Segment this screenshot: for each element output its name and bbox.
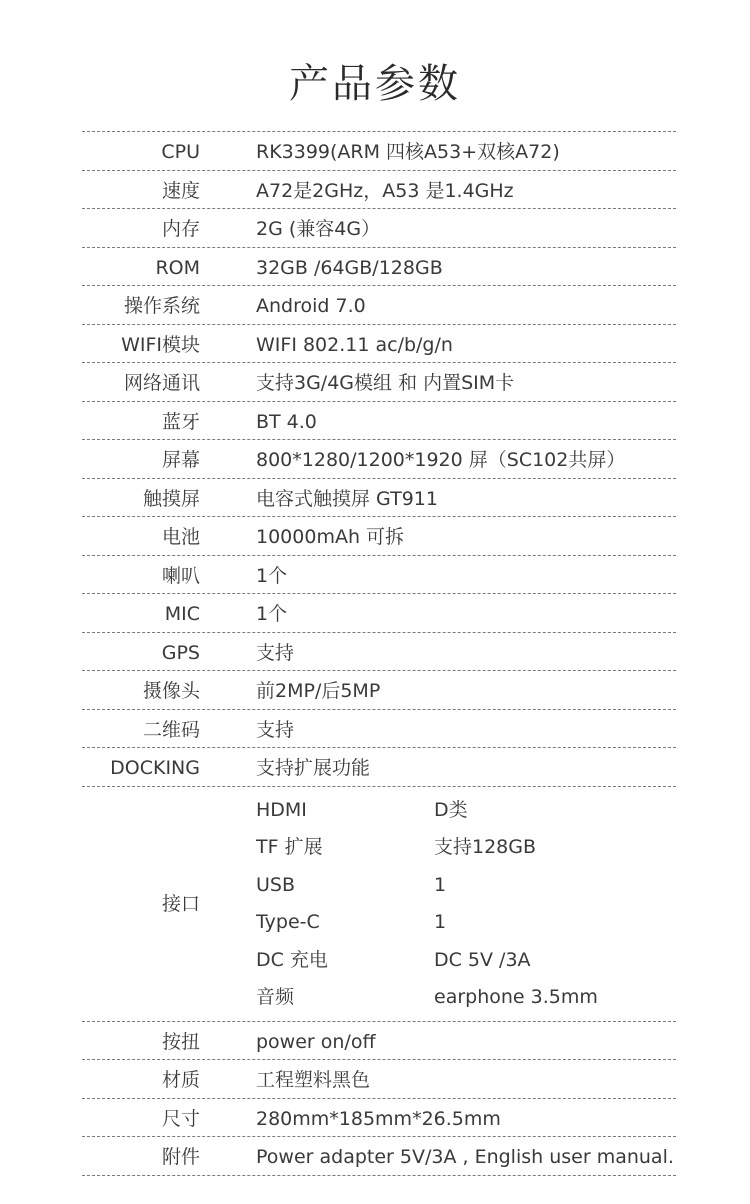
table-row bbox=[82, 1137, 676, 1176]
spec-label: WIFI模块 bbox=[121, 333, 200, 356]
table-row bbox=[82, 1022, 676, 1061]
spec-label: 触摸屏 bbox=[142, 487, 200, 510]
spec-value: Android 7.0 bbox=[256, 295, 366, 317]
spec-value: 工程塑料黑色 bbox=[256, 1069, 371, 1091]
spec-label: 速度 bbox=[161, 179, 200, 202]
spec-label: 摄像头 bbox=[142, 680, 200, 702]
spec-label: 尺寸 bbox=[161, 1107, 200, 1130]
port-item bbox=[256, 904, 656, 942]
spec-value: BT 4.0 bbox=[256, 410, 317, 433]
port-value: earphone 3.5mm bbox=[434, 986, 598, 1008]
spec-label: CPU bbox=[161, 141, 200, 163]
port-item bbox=[256, 792, 656, 830]
spec-value: 280mm*185mm*26.5mm bbox=[256, 1107, 501, 1130]
spec-value: 支持 bbox=[256, 718, 295, 741]
port-name: DC 充电 bbox=[256, 948, 328, 971]
port-name: TF 扩展 bbox=[256, 836, 323, 858]
spec-value: 支持 bbox=[256, 641, 295, 664]
spec-label: 网络通讯 bbox=[123, 372, 200, 394]
spec-label: ROM bbox=[155, 256, 200, 279]
table-row bbox=[82, 633, 676, 672]
spec-label: MIC bbox=[164, 603, 200, 625]
spec-value: 支持扩展功能 bbox=[256, 757, 371, 779]
spec-label: 附件 bbox=[161, 1146, 200, 1168]
spec-value: 800*1280/1200*1920 屏（SC102共屏） bbox=[256, 449, 626, 471]
spec-table bbox=[82, 131, 676, 1176]
port-item bbox=[256, 829, 656, 867]
spec-value: RK3399(ARM 四核A53+双核A72) bbox=[256, 141, 560, 163]
spec-value: 前2MP/后5MP bbox=[256, 680, 381, 702]
port-item bbox=[256, 942, 656, 980]
table-row bbox=[82, 671, 676, 710]
spec-label: 内存 bbox=[161, 218, 200, 240]
table-row bbox=[82, 131, 676, 171]
ports-label: 接口 bbox=[161, 892, 200, 915]
spec-label: 操作系统 bbox=[123, 295, 200, 317]
spec-value: power on/off bbox=[256, 1030, 376, 1053]
port-value: D类 bbox=[434, 798, 468, 821]
spec-label: 二维码 bbox=[142, 718, 200, 741]
spec-label: DOCKING bbox=[110, 757, 200, 779]
table-row bbox=[82, 363, 676, 402]
spec-label: 按扭 bbox=[161, 1030, 200, 1053]
port-name: 音频 bbox=[256, 986, 295, 1008]
table-row bbox=[82, 748, 676, 787]
table-row bbox=[82, 556, 676, 595]
spec-value: 1个 bbox=[256, 603, 288, 625]
table-row bbox=[82, 402, 676, 441]
table-row bbox=[82, 517, 676, 556]
table-row bbox=[82, 248, 676, 287]
spec-label: 屏幕 bbox=[161, 449, 200, 471]
spec-label: GPS bbox=[161, 641, 200, 664]
table-row bbox=[82, 710, 676, 749]
spec-value: 32GB /64GB/128GB bbox=[256, 256, 443, 279]
table-row bbox=[82, 209, 676, 248]
table-row bbox=[82, 325, 676, 364]
spec-value: WIFI 802.11 ac/b/g/n bbox=[256, 333, 453, 356]
port-value: 支持128GB bbox=[434, 836, 537, 858]
port-item bbox=[256, 867, 656, 905]
table-row bbox=[82, 594, 676, 633]
spec-value: Power adapter 5V/3A , English user manual. bbox=[256, 1146, 674, 1168]
spec-value: A72是2GHz，A53 是1.4GHz bbox=[256, 179, 514, 202]
spec-value: 1个 bbox=[256, 564, 288, 587]
spec-value: 支持3G/4G模组 和 内置SIM卡 bbox=[256, 372, 515, 394]
page-title: 产品参数 bbox=[289, 61, 461, 107]
port-name: HDMI bbox=[256, 798, 307, 821]
table-row bbox=[82, 286, 676, 325]
table-row bbox=[82, 171, 676, 210]
table-row bbox=[82, 479, 676, 518]
port-value: 1 bbox=[434, 911, 447, 933]
port-value: DC 5V /3A bbox=[434, 948, 531, 971]
spec-label: 材质 bbox=[161, 1069, 200, 1091]
port-name: Type-C bbox=[256, 911, 320, 933]
spec-label: 蓝牙 bbox=[161, 410, 200, 433]
table-row bbox=[82, 440, 676, 479]
spec-label: 电池 bbox=[161, 526, 200, 548]
table-row bbox=[82, 1099, 676, 1138]
spec-value: 2G (兼容4G） bbox=[256, 218, 381, 240]
ports-row bbox=[82, 787, 676, 1022]
spec-label: 喇叭 bbox=[161, 564, 200, 587]
spec-value: 10000mAh 可拆 bbox=[256, 526, 405, 548]
port-item bbox=[256, 979, 656, 1017]
spec-value: 电容式触摸屏 GT911 bbox=[256, 487, 438, 510]
port-name: USB bbox=[256, 873, 296, 896]
table-row bbox=[82, 1060, 676, 1099]
port-value: 1 bbox=[434, 873, 447, 896]
